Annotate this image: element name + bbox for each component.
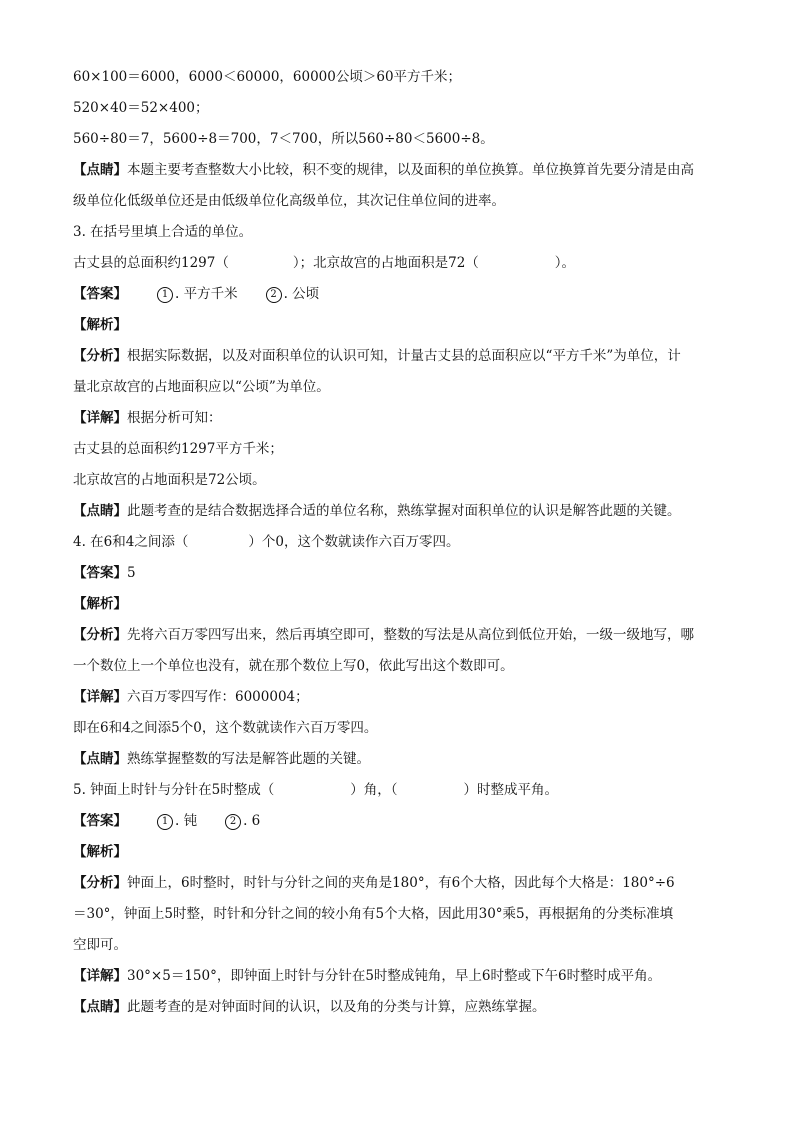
document-body <box>73 62 723 1023</box>
dianjing-label: 【点睛】 <box>73 751 127 767</box>
dianjing-label: 【点睛】 <box>73 999 127 1015</box>
question-3-answer: 【答案】 1 . 平方千米 2 . 公顷 <box>73 286 320 302</box>
fenxi-label: 【分析】 <box>73 627 127 643</box>
analysis-label: 【解析】 <box>73 317 127 333</box>
xiangjie-label: 【详解】 <box>73 410 127 426</box>
fenxi-label: 【分析】 <box>73 875 127 891</box>
question-3-fenxi: 【分析】根据实际数据，以及对面积单位的认识可知，计量古丈县的总面积应以“平方千米”为单位，计 <box>73 348 681 364</box>
question-5-dianjing: 【点睛】此题考查的是对钟面时间的认识，以及角的分类与计算，应熟练掌握。 <box>73 999 546 1015</box>
text-line: ＝30°，钟面上5时整，时针和分针之间的较小角有5个大格，因此用30°乘5，再根据角的分类标准填 <box>73 906 674 922</box>
xiangjie-label: 【详解】 <box>73 689 127 705</box>
text-line: 即在6和4之间添5个0，这个数就读作六百万零四。 <box>73 720 378 736</box>
circled-number: 1 <box>157 287 173 303</box>
circled-number: 2 <box>225 814 241 830</box>
tip-label: 【点睛】 <box>73 162 127 178</box>
question-3-stem: 古丈县的总面积约1297（ ）；北京故宫的占地面积是72（ ）。 <box>73 255 576 271</box>
question-5-fenxi: 【分析】钟面上，6时整时，时针与分针之间的夹角是180°，有6个大格，因此每个大格是：180°÷6 <box>73 875 675 891</box>
question-5-answer: 【答案】 1 . 钝 2 . 6 <box>73 813 261 829</box>
text-line: 一个数位上一个单位也没有，就在那个数位上写0，依此写出这个数即可。 <box>73 658 514 674</box>
question-4-fenxi: 【分析】先将六百万零四写出来，然后再填空即可，整数的写法是从高位到低位开始，一级一级地写，哪 <box>73 627 694 643</box>
text-line: 级单位化低级单位还是由低级单位化高级单位，其次记住单位间的进率。 <box>73 193 505 209</box>
analysis-label: 【解析】 <box>73 596 127 612</box>
answer-label: 【答案】 <box>73 565 127 581</box>
question-3-title: 3. 在括号里填上合适的单位。 <box>73 224 253 240</box>
text-line: 北京故宫的占地面积是72公顷。 <box>73 472 266 488</box>
text-line: 量北京故宫的占地面积应以“公顷”为单位。 <box>73 379 330 395</box>
q2-tip: 【点睛】本题主要考查整数大小比较，积不变的规律，以及面积的单位换算。单位换算首先要分清是由高 <box>73 162 694 178</box>
fenxi-label: 【分析】 <box>73 348 127 364</box>
question-3-dianjing: 【点睛】此题考查的是结合数据选择合适的单位名称，熟练掌握对面积单位的认识是解答此题的关键。 <box>73 503 681 519</box>
circled-number: 1 <box>157 814 173 830</box>
question-4-title: 4. 在6和4之间添（ ）个0，这个数就读作六百万零四。 <box>73 534 460 550</box>
question-5-title: 5. 钟面上时针与分针在5时整成（ ）角，（ ）时整成平角。 <box>73 782 559 798</box>
text-line: 520×40＝52×400； <box>73 100 209 116</box>
answer-label: 【答案】 <box>73 813 127 829</box>
question-3-xiangjie: 【详解】根据分析可知： <box>73 410 222 426</box>
text-line: 空即可。 <box>73 937 127 953</box>
answer-label: 【答案】 <box>73 286 127 302</box>
question-4-answer: 【答案】5 <box>73 565 136 581</box>
question-5-xiangjie: 【详解】30°×5＝150°，即钟面上时针与分针在5时整成钝角，早上6时整或下午6时整时成平角。 <box>73 968 662 984</box>
dianjing-label: 【点睛】 <box>73 503 127 519</box>
question-4-xiangjie: 【详解】六百万零四写作：6000004； <box>73 689 309 705</box>
circled-number: 2 <box>266 287 282 303</box>
text-line: 古丈县的总面积约1297平方千米； <box>73 441 283 457</box>
text-line: 60×100＝6000，6000＜60000，60000公顷＞60平方千米； <box>73 69 462 85</box>
analysis-label: 【解析】 <box>73 844 127 860</box>
question-4-dianjing: 【点睛】熟练掌握整数的写法是解答此题的关键。 <box>73 751 370 767</box>
xiangjie-label: 【详解】 <box>73 968 127 984</box>
text-line: 560÷80＝7，5600÷8＝700，7＜700，所以560÷80＜5600÷8。 <box>73 131 494 147</box>
